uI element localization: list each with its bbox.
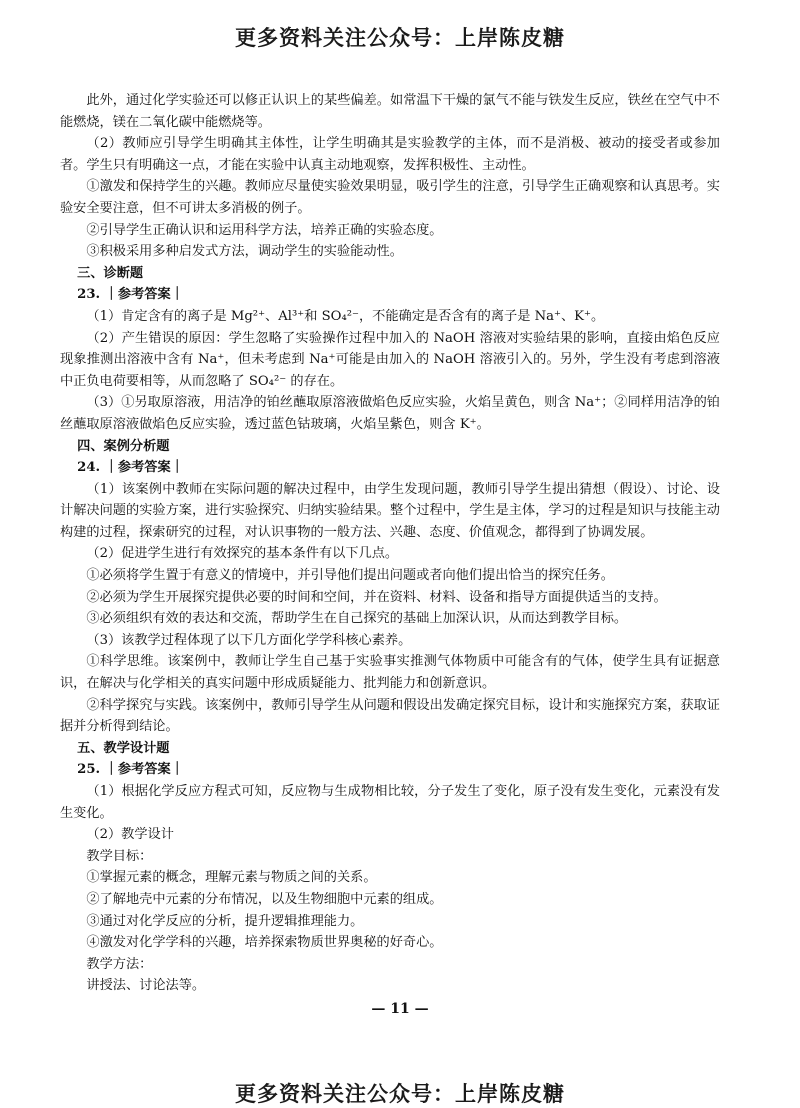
paragraph: （1）该案例中教师在实际问题的解决过程中，由学生发现问题，教师引导学生提出猜想（假设）、讨论、设计解决问题的实验方案，进行实验探究、归纳实验结果。整个过程中，学生是主体，学习的过程是知识与技能主动构建的过程，探索研究的过程，对认识事物的一般方法、兴趣、态度、价值观念，都得到了协调发展。 [60,481,720,540]
paragraph: 讲授法、讨论法等。 [86,978,206,994]
paragraph: （2）产生错误的原因：学生忽略了实验操作过程中加入的 NaOH 溶液对实验结果的影响，直接由焰色反应现象推测出溶液中含有 Na⁺，但未考虑到 Na⁺可能是由加入的 NaOH 溶液引入的。另外，学生没有考虑到溶液中正负电荷要相等，从而忽略了 SO₄²⁻ 的存在。 [60,330,720,389]
list-item: ①掌握元素的概念，理解元素与物质之间的关系。 [86,870,377,886]
document-body [60,90,720,997]
answer-label: 24. ｜参考答案｜ [77,460,184,476]
paragraph: ①激发和保持学生的兴趣。教师应尽量使实验效果明显，吸引学生的注意，引导学生正确观察和认真思考。实验安全要注意，但不可讲太多消极的例子。 [60,179,720,216]
paragraph: 教学目标： [86,848,153,864]
answer-label: 25. ｜参考答案｜ [77,762,184,778]
answer-label: 23. ｜参考答案｜ [77,287,184,303]
paragraph: ①科学思维。该案例中，教师让学生自己基于实验事实推测气体物质中可能含有的气体，使学生具有证据意识，在解决与化学相关的真实问题中形成质疑能力、批判能力和创新意识。 [60,654,720,692]
section-heading: 四、案例分析题 [77,438,170,454]
paragraph: 教学方法： [86,956,153,972]
paragraph: ①必须将学生置于有意义的情境中，并引导他们提出问题或者向他们提出恰当的探究任务。 [86,568,614,584]
list-item: ②了解地壳中元素的分布情况，以及生物细胞中元素的组成。 [86,891,443,907]
list-item: ④激发对化学学科的兴趣，培养探索物质世界奥秘的好奇心。 [86,935,443,951]
paragraph: （1）根据化学反应方程式可知，反应物与生成物相比较，分子发生了变化，原子没有发生变化，元素没有发生变化。 [60,784,720,821]
paragraph: ②必须为学生开展探究提供必要的时间和空间，并在资料、材料、设备和指导方面提供适当的支持。 [86,589,667,605]
list-item: ③通过对化学反应的分析，提升逻辑推理能力。 [86,913,364,929]
paragraph: （2）教学设计 [86,827,174,843]
bottom-banner: 更多资料关注公众号：上岸陈皮糖 [235,1082,565,1106]
page-number: — 11 — [371,1001,429,1017]
paragraph: （3）①另取原溶液，用洁净的铂丝蘸取原溶液做焰色反应实验，火焰呈黄色，则含 Na⁺；②同样用洁净的铂丝蘸取原溶液做焰色反应实验，透过蓝色钴玻璃，火焰呈紫色，则含 K⁺。 [60,395,720,432]
paragraph: ③必须组织有效的表达和交流，帮助学生在自己探究的基础上加深认识，从而达到教学目标。 [86,611,628,627]
section-heading: 三、诊断题 [77,265,144,281]
paragraph: （3）该教学过程体现了以下几方面化学学科核心素养。 [86,632,412,648]
paragraph: ③积极采用多种启发式方法，调动学生的实验能动性。 [86,244,403,260]
paragraph: ②引导学生正确认识和运用科学方法，培养正确的实验态度。 [86,222,443,238]
paragraph: （2）促进学生进行有效探究的基本条件有以下几点。 [86,546,399,562]
paragraph: ②科学探究与实践。该案例中，教师引导学生从问题和假设出发确定探究目标，设计和实施探究方案，获取证据并分析得到结论。 [60,697,720,735]
top-banner: 更多资料关注公众号：上岸陈皮糖 [235,26,565,50]
paragraph: （2）教师应引导学生明确其主体性，让学生明确其是实验教学的主体，而不是消极、被动的接受者或参加者。学生只有明确这一点，才能在实验中认真主动地观察，发挥积极性、主动性。 [60,136,720,173]
paragraph: （1）肯定含有的离子是 Mg²⁺、Al³⁺和 SO₄²⁻，不能确定是否含有的离子是 Na⁺、K⁺。 [86,308,605,324]
paragraph: 此外，通过化学实验还可以修正认识上的某些偏差。如常温下干燥的氯气不能与铁发生反应，铁丝在空气中不能燃烧，镁在二氧化碳中能燃烧等。 [60,93,720,130]
section-heading: 五、教学设计题 [77,740,170,756]
